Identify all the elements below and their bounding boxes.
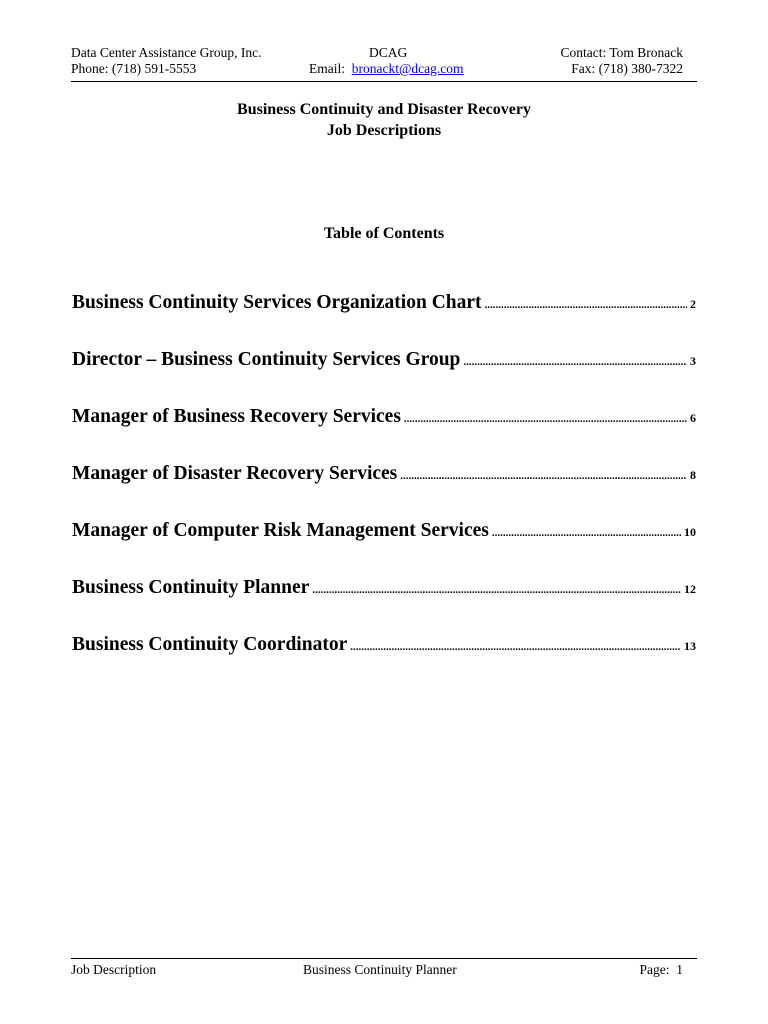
toc-leader-dots [485, 299, 687, 311]
toc-entry[interactable] [72, 349, 696, 406]
document-title-line-2: Job Descriptions [326, 122, 442, 139]
table-of-contents [72, 292, 696, 691]
toc-entry-page[interactable]: 13 [684, 639, 696, 653]
document-title [0, 99, 768, 141]
toc-entry[interactable] [72, 406, 696, 463]
page-footer [71, 958, 697, 981]
footer-document-subject: Business Continuity Planner [303, 962, 457, 977]
toc-leader-dots [492, 527, 681, 539]
toc-entry[interactable] [72, 463, 696, 520]
contact-name: Contact: Tom Bronack [560, 45, 683, 60]
toc-entry-page[interactable]: 6 [690, 411, 696, 425]
toc-entry[interactable] [72, 577, 696, 634]
email-label: Email: [309, 61, 352, 76]
toc-entry-page[interactable]: 10 [684, 525, 696, 539]
toc-entry-title[interactable]: Director – Business Continuity Services Group [72, 349, 461, 370]
toc-entry-title[interactable]: Manager of Computer Risk Management Services [72, 520, 489, 541]
toc-entry[interactable] [72, 634, 696, 691]
email-row [309, 61, 464, 77]
phone-number: Phone: (718) 591-5553 [71, 61, 197, 76]
footer-page-number: Page: 1 [639, 962, 683, 977]
toc-entry-title[interactable]: Manager of Disaster Recovery Services [72, 463, 398, 484]
toc-heading: Table of Contents [323, 225, 445, 242]
toc-entry-page[interactable]: 8 [690, 468, 696, 482]
toc-leader-dots [312, 584, 681, 596]
toc-entry[interactable] [72, 520, 696, 577]
toc-leader-dots [350, 641, 681, 653]
header-right [560, 45, 683, 77]
footer-document-type: Job Description [71, 962, 157, 977]
toc-entry-title[interactable]: Manager of Business Recovery Services [72, 406, 401, 427]
toc-leader-dots [463, 356, 687, 368]
toc-entry-page[interactable]: 3 [690, 354, 696, 368]
email-link[interactable]: bronackt@dcag.com [351, 61, 464, 76]
toc-leader-dots [404, 413, 687, 425]
header-left [71, 45, 261, 77]
document-title-line-1: Business Continuity and Disaster Recovery [237, 101, 531, 118]
company-acronym: DCAG [369, 45, 408, 60]
toc-entry[interactable] [72, 292, 696, 349]
header-center [309, 45, 464, 77]
company-name: Data Center Assistance Group, Inc. [71, 45, 262, 60]
toc-entry-page[interactable]: 2 [690, 297, 696, 311]
toc-entry-title[interactable]: Business Continuity Coordinator [72, 634, 348, 655]
fax-number: Fax: (718) 380-7322 [571, 61, 683, 76]
toc-leader-dots [400, 470, 687, 482]
toc-entry-title[interactable]: Business Continuity Planner [72, 577, 310, 598]
toc-entry-title[interactable]: Business Continuity Services Organization Chart [72, 292, 482, 313]
page-header [71, 45, 697, 82]
toc-entry-page[interactable]: 12 [684, 582, 696, 596]
